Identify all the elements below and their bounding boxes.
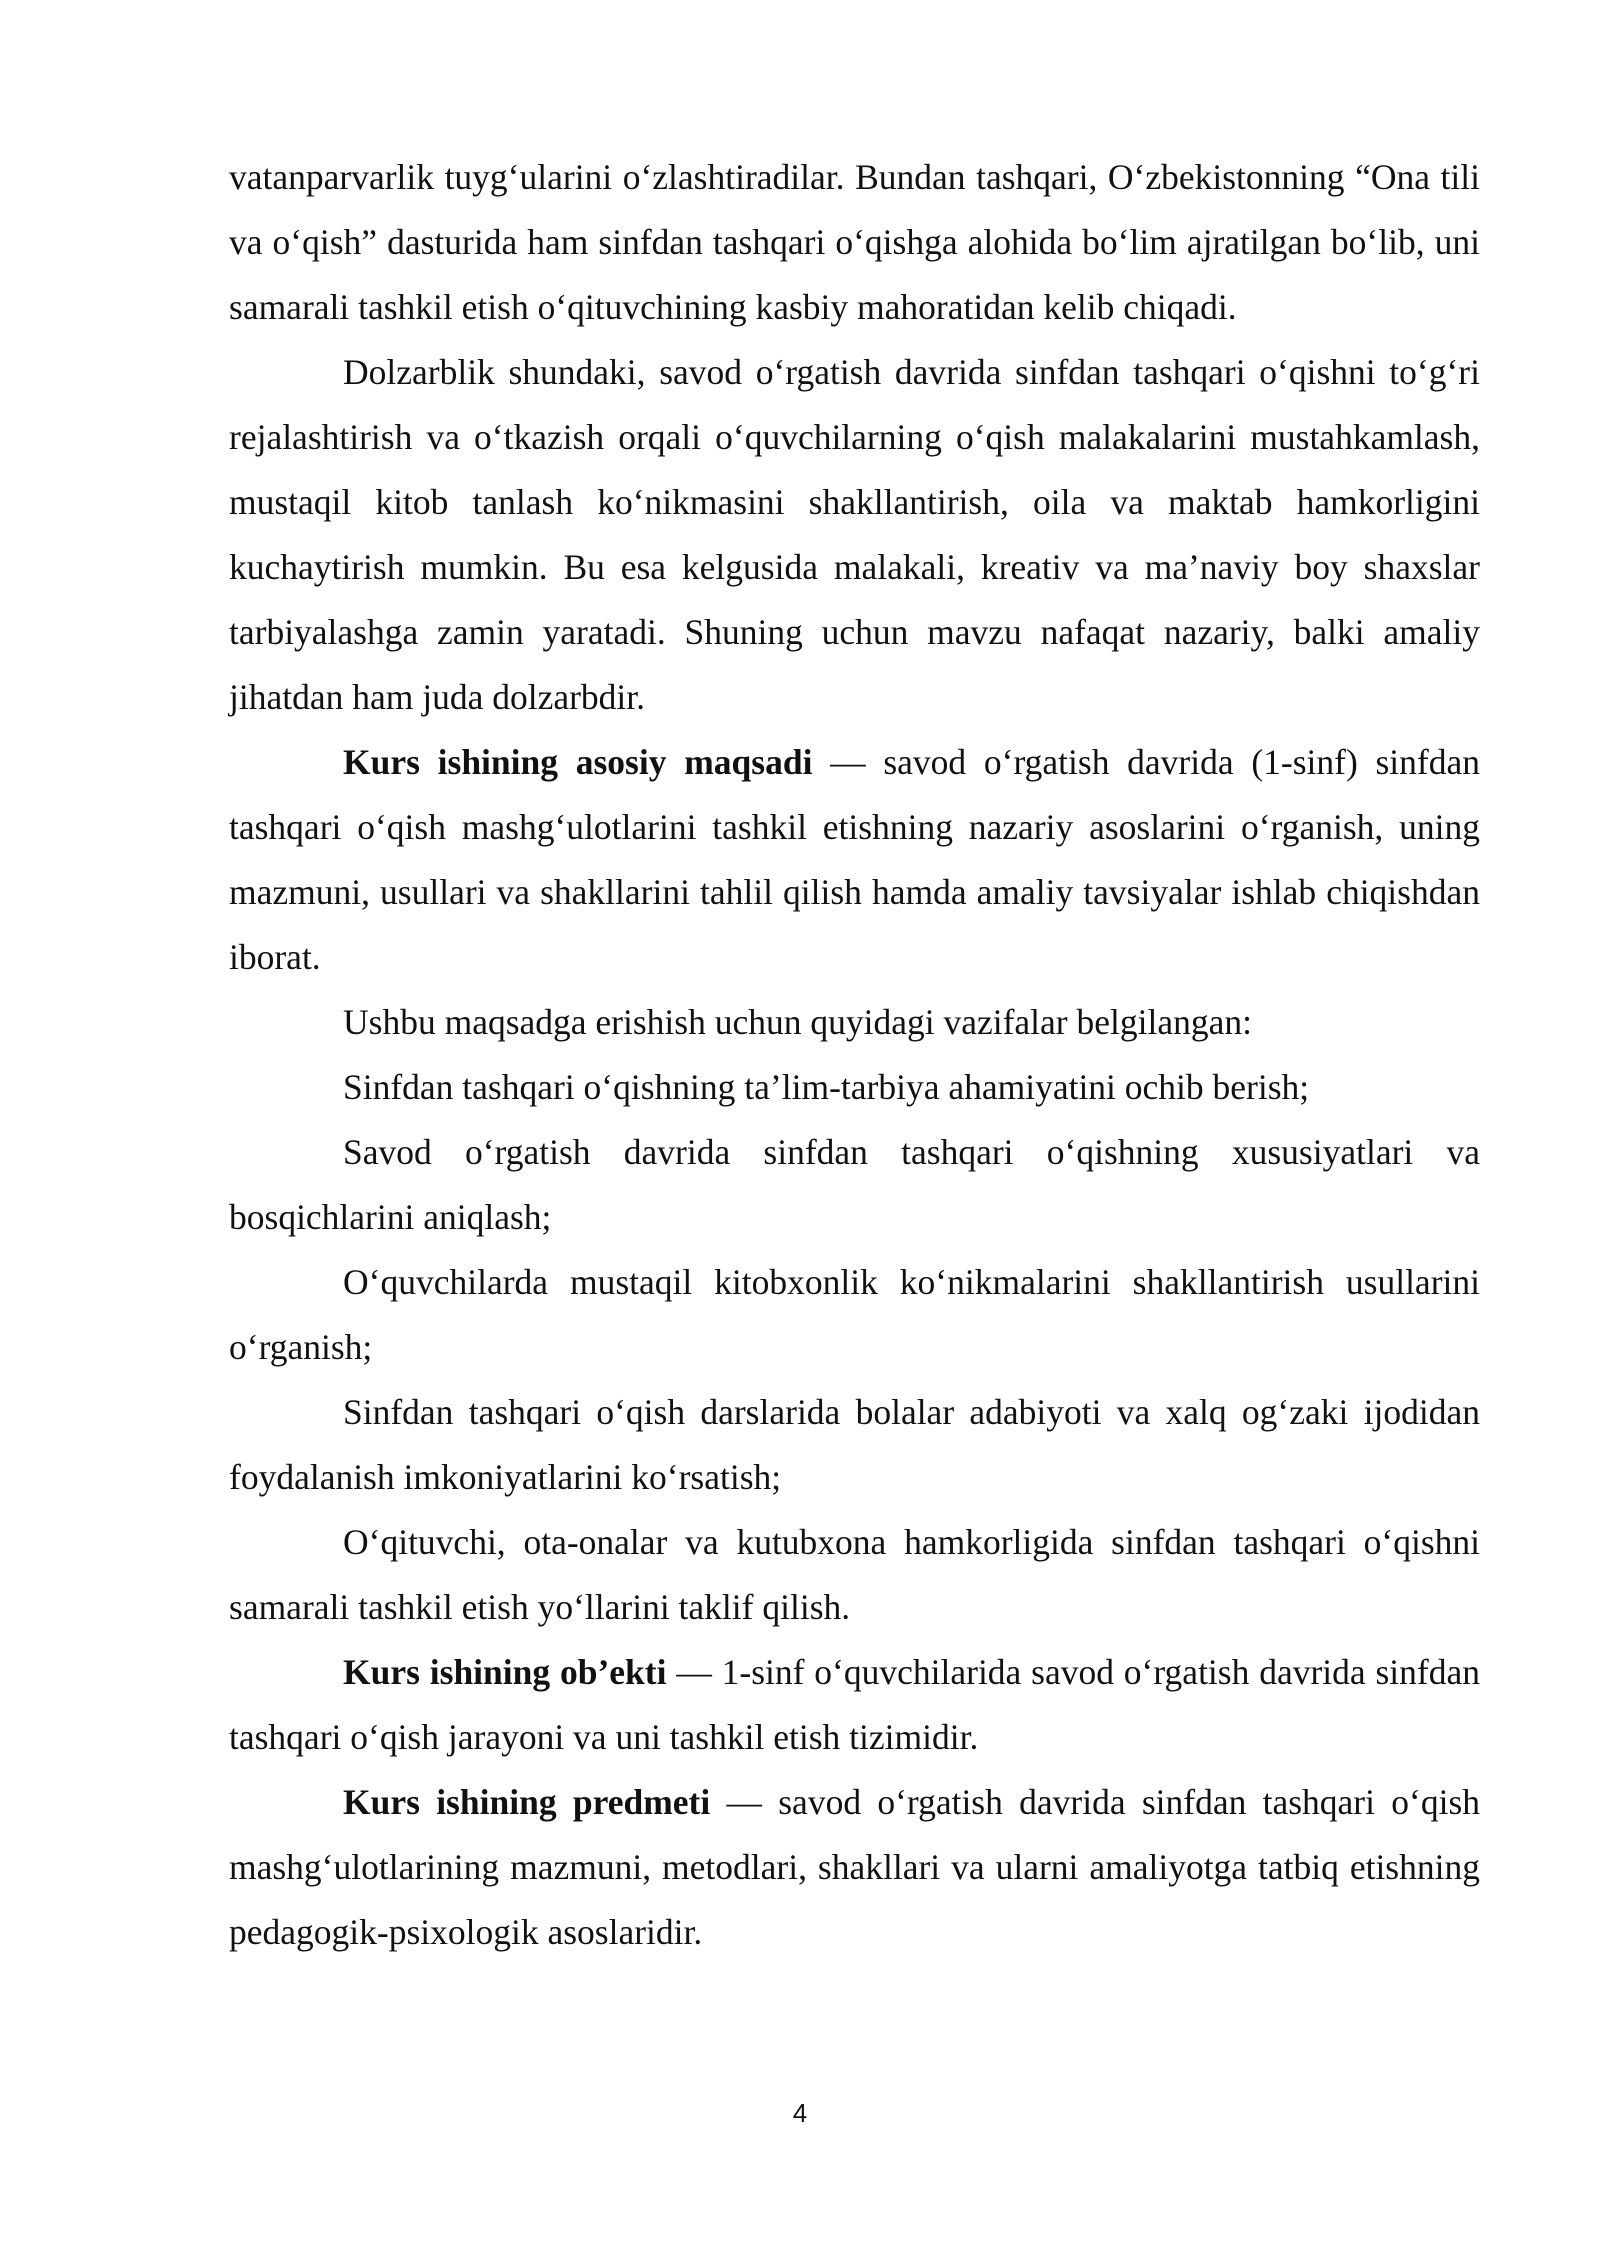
paragraph-goal-text: — savod o‘rgatish davrida (1-sinf) sinfdan tashqari o‘qish mashg‘ulotlarini tashkil etishning nazariy asoslarini o‘rganish, uning mazmuni, usullari va shakllarini tahlil qilish hamda amaliy tavsiyalar ishlab chiqishdan iborat. bbox=[229, 742, 1481, 977]
task-item-2-text: Savod o‘rgatish davrida sinfdan tashqari o‘qishning xususiyatlari va bosqichlarini aniqlash; bbox=[229, 1132, 1480, 1237]
task-item-5 bbox=[229, 1510, 1480, 1640]
task-item-1 bbox=[229, 1055, 1480, 1120]
paragraph-tasks-intro-text: Ushbu maqsadga erishish uchun quyidagi vazifalar belgilangan: bbox=[343, 1002, 1252, 1042]
paragraph-object bbox=[229, 1640, 1480, 1770]
task-item-1-text: Sinfdan tashqari o‘qishning ta’lim-tarbiya ahamiyatini ochib berish; bbox=[343, 1067, 1310, 1107]
paragraph-relevance bbox=[229, 340, 1480, 730]
object-heading: Kurs ishining ob’ekti bbox=[343, 1652, 667, 1692]
paragraph-object-text: — 1-sinf o‘quvchilarida savod o‘rgatish davrida sinfdan tashqari o‘qish jarayoni va uni tashkil etish tizimidir. bbox=[229, 1652, 1480, 1757]
paragraph-tasks-intro bbox=[229, 990, 1480, 1055]
paragraph-subject bbox=[229, 1770, 1480, 1965]
subject-heading: Kurs ishining predmeti bbox=[343, 1782, 711, 1822]
document-body bbox=[229, 145, 1480, 1965]
paragraph-1-text: vatanparvarlik tuyg‘ularini o‘zlashtiradilar. Bundan tashqari, O‘zbekistonning “Ona tili va o‘qish” dasturida ham sinfdan tashqari o‘qishga alohida bo‘lim ajratilgan bo‘lib, uni samarali tashkil etish o‘qituvchining kasbiy mahoratidan kelib chiqadi. bbox=[229, 157, 1480, 327]
paragraph-goal bbox=[229, 730, 1480, 990]
task-item-4-text: Sinfdan tashqari o‘qish darslarida bolalar adabiyoti va xalq og‘zaki ijodidan foydalanish imkoniyatlarini ko‘rsatish; bbox=[229, 1392, 1480, 1497]
paragraph-1 bbox=[229, 145, 1480, 340]
task-item-3 bbox=[229, 1250, 1480, 1380]
task-item-2 bbox=[229, 1120, 1480, 1250]
goal-heading: Kurs ishining asosiy maqsadi bbox=[343, 742, 813, 782]
task-item-4 bbox=[229, 1380, 1480, 1510]
paragraph-subject-text: — savod o‘rgatish davrida sinfdan tashqari o‘qish mashg‘ulotlarining mazmuni, metodlari, shakllari va ularni amaliyotga tatbiq etishning pedagogik-psixologik asoslaridir. bbox=[229, 1782, 1481, 1952]
page-number: 4 bbox=[792, 2098, 808, 2128]
task-item-5-text: O‘qituvchi, ota-onalar va kutubxona hamkorligida sinfdan tashqari o‘qishni samarali tashkil etish yo‘llarini taklif qilish. bbox=[229, 1522, 1480, 1627]
task-item-3-text: O‘quvchilarda mustaqil kitobxonlik ko‘nikmalarini shakllantirish usullarini o‘rganish; bbox=[229, 1262, 1480, 1367]
paragraph-relevance-text: Dolzarblik shundaki, savod o‘rgatish davrida sinfdan tashqari o‘qishni to‘g‘ri rejalashtirish va o‘tkazish orqali o‘quvchilarning o‘qish malakalarini mustahkamlash, mustaqil kitob tanlash ko‘nikmasini shakllantirish, oila va maktab hamkorligini kuchaytirish mumkin. Bu esa kelgusida malakali, kreativ va ma’naviy boy shaxslar tarbiyalashga zamin yaratadi. Shuning uchun mavzu nafaqat nazariy, balki amaliy jihatdan ham juda dolzarbdir. bbox=[229, 352, 1480, 717]
